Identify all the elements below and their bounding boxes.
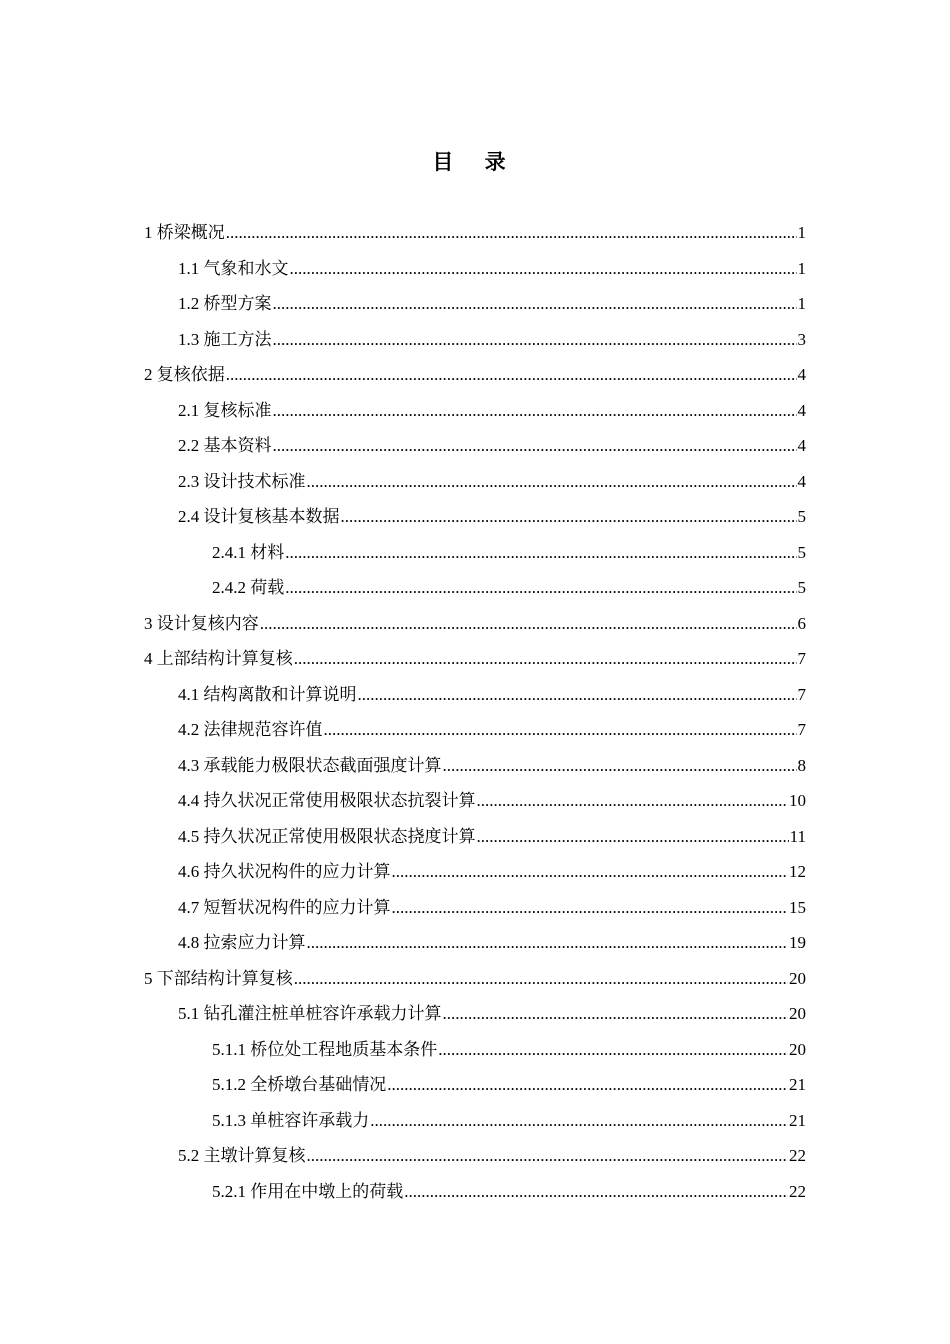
toc-entry-page-number: 1 [797,294,806,313]
toc-entry[interactable] [144,819,806,855]
toc-dot-leader [273,393,797,429]
toc-entry-label: 5 下部结构计算复核 [144,968,293,988]
toc-dot-leader [307,1138,789,1174]
toc-entry-page-number: 4 [797,400,806,420]
toc-entry-page-number: 3 [797,329,806,349]
toc-entry[interactable] [144,677,806,713]
toc-entry-label: 1.2 桥型方案 [178,294,272,313]
toc-entry[interactable] [144,428,806,464]
toc-entry[interactable] [144,854,806,890]
toc-dot-leader [226,215,797,251]
toc-entry-label: 1.1 气象和水文 [178,258,289,278]
toc-entry-label: 1 桥梁概况 [144,223,225,242]
toc-entry[interactable] [144,1032,806,1068]
toc-entry-page-number: 4 [797,471,806,491]
toc-entry-page-number: 19 [789,933,806,952]
toc-entry-page-number: 21 [789,1110,806,1130]
toc-entry[interactable] [144,322,806,358]
toc-entry-label: 2 复核依据 [144,365,225,384]
toc-entry-page-number: 15 [789,897,806,917]
toc-dot-leader [341,499,797,535]
toc-dot-leader [273,428,797,464]
toc-entry[interactable] [144,748,806,784]
toc-entry-page-number: 6 [797,613,806,633]
toc-dot-leader [392,890,789,926]
toc-entry[interactable] [144,1138,806,1174]
toc-dot-leader [294,641,797,677]
toc-entry-page-number: 20 [789,968,806,988]
toc-entry-label: 5.1.3 单桩容许承载力 [212,1110,370,1130]
toc-entry-page-number: 7 [797,649,806,668]
toc-entry-label: 2.4.2 荷载 [212,578,285,597]
toc-dot-leader [307,925,789,961]
toc-entry-label: 5.1 钻孔灌注桩单桩容许承载力计算 [178,1004,442,1023]
toc-dot-leader [260,606,797,642]
toc-entry-page-number: 20 [789,1039,806,1059]
toc-dot-leader [443,748,797,784]
toc-entry-page-number: 12 [789,862,806,881]
toc-entry-label: 5.2.1 作用在中墩上的荷载 [212,1181,404,1201]
toc-dot-leader [226,357,797,393]
toc-entry-label: 4.5 持久状况正常使用极限状态挠度计算 [178,826,476,846]
toc-entry[interactable] [144,215,806,251]
toc-title: 目 录 [432,150,518,174]
toc-entry-label: 2.4 设计复核基本数据 [178,507,340,526]
toc-entry[interactable] [144,641,806,677]
toc-entry-label: 2.2 基本资料 [178,436,272,455]
toc-entry[interactable] [144,890,806,926]
toc-entry-label: 5.1.2 全桥墩台基础情况 [212,1075,387,1094]
toc-dot-leader [443,996,789,1032]
toc-entry[interactable] [144,996,806,1032]
toc-dot-leader [290,251,797,287]
toc-entry[interactable] [144,1174,806,1210]
toc-entry[interactable] [144,535,806,571]
toc-dot-leader [273,286,797,322]
toc-entry-page-number: 11 [789,826,806,846]
toc-entry[interactable] [144,251,806,287]
toc-entry[interactable] [144,606,806,642]
toc-entry-label: 4 上部结构计算复核 [144,649,293,668]
toc-dot-leader [294,961,788,997]
toc-entry-label: 2.3 设计技术标准 [178,471,306,491]
toc-entry-label: 4.7 短暂状况构件的应力计算 [178,897,391,917]
toc-entry-page-number: 7 [797,720,806,739]
toc-entry-label: 4.1 结构离散和计算说明 [178,684,357,704]
toc-dot-leader [477,783,789,819]
toc-entry-label: 5.2 主墩计算复核 [178,1146,306,1165]
toc-entry[interactable] [144,961,806,997]
toc-entry-page-number: 20 [789,1004,806,1023]
toc-entry-page-number: 7 [797,684,806,704]
toc-dot-leader [438,1032,788,1068]
toc-entry-label: 2.1 复核标准 [178,400,272,420]
toc-entry-label: 4.3 承载能力极限状态截面强度计算 [178,755,442,775]
toc-entry[interactable] [144,1103,806,1139]
toc-entry-label: 4.4 持久状况正常使用极限状态抗裂计算 [178,791,476,810]
toc-entry[interactable] [144,464,806,500]
toc-dot-leader [273,322,797,358]
toc-dot-leader [392,854,789,890]
toc-entry[interactable] [144,925,806,961]
toc-dot-leader [404,1174,788,1210]
toc-entry-label: 1.3 施工方法 [178,329,272,349]
toc-dot-leader [307,464,797,500]
toc-entry-page-number: 1 [797,223,806,242]
toc-dot-leader [324,712,797,748]
toc-entry[interactable] [144,570,806,606]
toc-entry-page-number: 22 [789,1146,806,1165]
toc-entry[interactable] [144,783,806,819]
toc-entry-page-number: 5 [797,542,806,562]
toc-entry-page-number: 10 [789,791,806,810]
toc-entry[interactable] [144,357,806,393]
toc-entry-label: 4.8 拉索应力计算 [178,933,306,952]
toc-entry-label: 3 设计复核内容 [144,613,259,633]
table-of-contents [144,215,806,1209]
toc-entry-page-number: 22 [789,1181,806,1201]
toc-entry-page-number: 5 [797,507,806,526]
toc-entry-page-number: 1 [797,258,806,278]
toc-entry-page-number: 8 [797,755,806,775]
toc-entry[interactable] [144,393,806,429]
toc-entry-page-number: 4 [797,365,806,384]
toc-entry[interactable] [144,499,806,535]
toc-entry[interactable] [144,1067,806,1103]
toc-entry-label: 2.4.1 材料 [212,542,285,562]
toc-dot-leader [358,677,797,713]
toc-entry-label: 4.6 持久状况构件的应力计算 [178,862,391,881]
toc-dot-leader [285,570,796,606]
toc-dot-leader [387,1067,788,1103]
toc-entry[interactable] [144,286,806,322]
toc-entry-label: 4.2 法律规范容许值 [178,720,323,739]
toc-entry-label: 5.1.1 桥位处工程地质基本条件 [212,1039,438,1059]
toc-dot-leader [285,535,796,571]
toc-entry-page-number: 5 [797,578,806,597]
toc-entry-page-number: 21 [789,1075,806,1094]
toc-entry-page-number: 4 [797,436,806,455]
toc-dot-leader [477,819,789,855]
toc-dot-leader [370,1103,788,1139]
toc-entry[interactable] [144,712,806,748]
